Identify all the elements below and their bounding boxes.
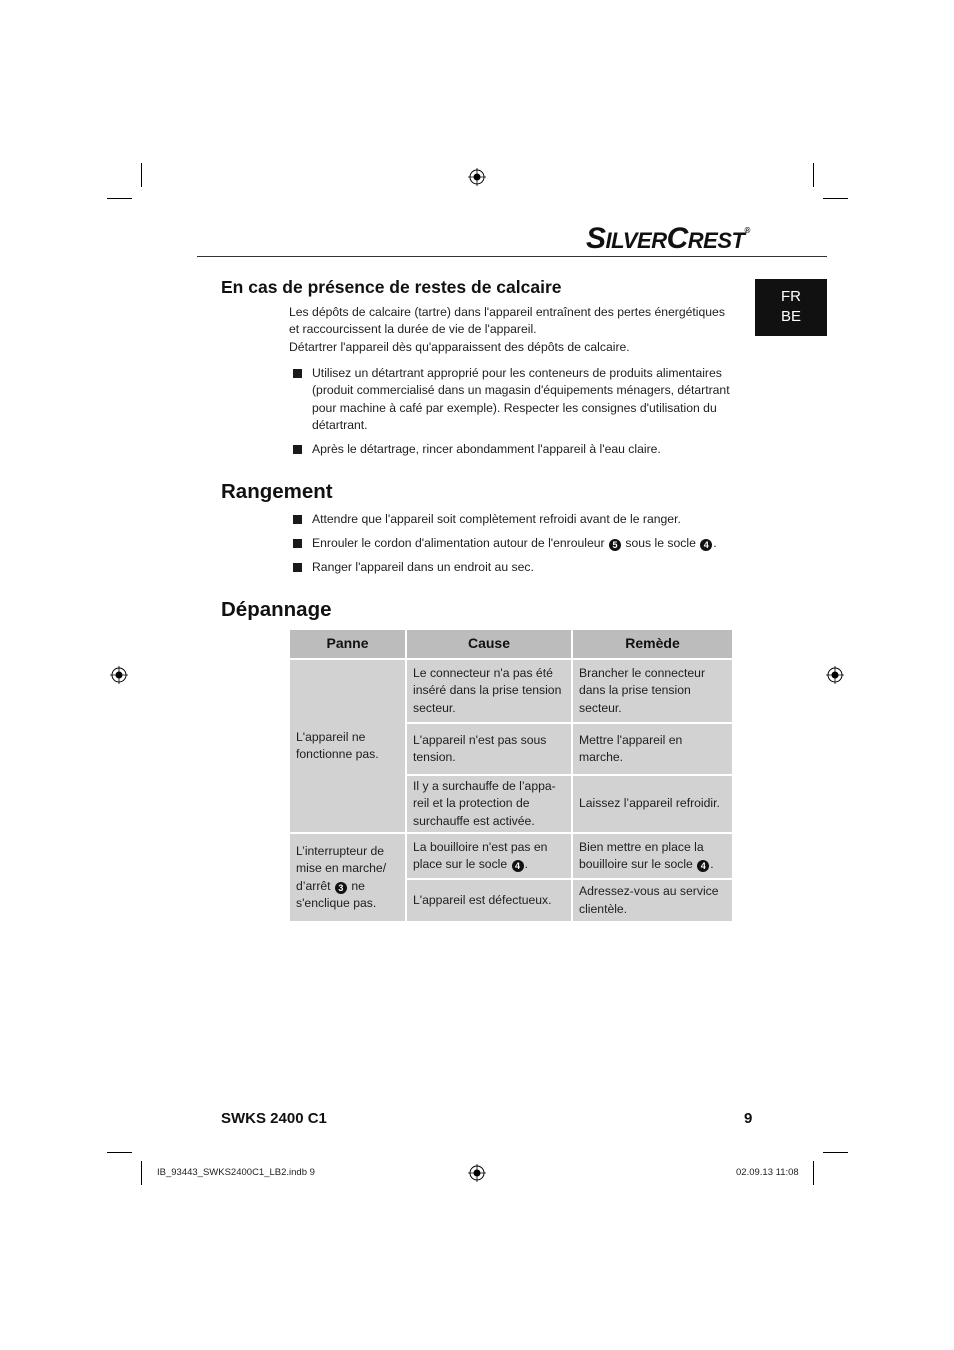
registration-mark-icon: [110, 666, 128, 684]
crop-mark: [141, 1161, 142, 1185]
list-item: Attendre que l'appareil soit complètement refroidi avant de le ranger.: [293, 511, 741, 529]
table-cell-panne: L'appareil ne fonctionne pas.: [290, 660, 405, 832]
section-title-depannage: Dépannage: [221, 598, 332, 621]
brand-logo: SILVERCREST®: [586, 222, 750, 255]
table-header-cause: Cause: [407, 630, 571, 658]
header-rule: [197, 256, 827, 257]
table-cell-cause: L'appareil n'est pas sous tension.: [407, 724, 571, 774]
troubleshooting-table: [290, 630, 732, 921]
page-number: 9: [744, 1110, 753, 1127]
slug-filename: IB_93443_SWKS2400C1_LB2.indb 9: [157, 1167, 315, 1178]
table-cell-remede: Adressez-vous au service clientèle.: [573, 880, 732, 921]
language-code-be: BE: [780, 308, 801, 325]
crop-mark: [813, 163, 814, 187]
table-cell-cause: Le connecteur n'a pas été inséré dans la prise tension secteur.: [407, 660, 571, 722]
crop-mark: [141, 163, 142, 187]
crop-mark: [813, 1161, 814, 1185]
list-item: Utilisez un détartrant approprié pour les conteneurs de produits alimentaires (produit commercialisé dans un magasin d'équipements ménagers, détartrant pour machine à café par exemple). Respecter les consignes d'utilisation du détartrant.: [293, 365, 741, 435]
bullet-square-icon: [293, 563, 302, 572]
bullet-square-icon: [293, 445, 302, 454]
section-title-calcaire: En cas de présence de restes de calcaire: [221, 277, 562, 297]
section-title-rangement: Rangement: [221, 480, 333, 503]
crop-mark: [107, 198, 132, 199]
bullet-square-icon: [293, 539, 302, 548]
table-cell-remede: Mettre l'appareil en marche.: [573, 724, 732, 774]
part-number-badge: 4: [697, 860, 709, 872]
part-number-badge: 3: [335, 882, 347, 894]
table-cell-remede: Bien mettre en place la bouilloire sur le socle 4 .: [573, 834, 732, 878]
part-number-badge: 4: [700, 539, 712, 551]
language-tab: [755, 279, 827, 336]
table-cell-panne: L’interrupteur de mise en marche/ d’arrêt 3 ne s'enclique pas.: [290, 834, 405, 921]
list-item: Ranger l'appareil dans un endroit au sec.: [293, 559, 741, 577]
bullet-square-icon: [293, 515, 302, 524]
part-number-badge: 4: [512, 860, 524, 872]
table-header-panne: Panne: [290, 630, 405, 658]
language-code-fr: FR: [781, 288, 801, 305]
table-header-remede: Remède: [573, 630, 732, 658]
part-number-badge: 5: [609, 539, 621, 551]
registration-mark-icon: [468, 1164, 486, 1182]
table-cell-cause: Il y a surchauffe de l’appa-reil et la protection de surchauffe est activée.: [407, 776, 571, 832]
table-cell-remede: Brancher le connecteur dans la prise tension secteur.: [573, 660, 732, 722]
registration-mark-icon: [468, 168, 486, 186]
table-cell-remede: Laissez l’appareil refroidir.: [573, 776, 732, 832]
paragraph: Les dépôts de calcaire (tartre) dans l'appareil entraînent des pertes énergétiques et raccourcissent la durée de vie de l'appareil. Détartrer l'appareil dès qu'apparaissent des dépôts de calcaire.: [289, 305, 725, 354]
registration-mark-icon: [826, 666, 844, 684]
list-item: Après le détartrage, rincer abondamment l'appareil à l'eau claire.: [293, 441, 741, 459]
list-item: Enrouler le cordon d'alimentation autour de l'enrouleur 5 sous le socle 4 .: [293, 535, 741, 553]
crop-mark: [107, 1152, 132, 1153]
model-number: SWKS 2400 C1: [221, 1110, 327, 1127]
bullet-square-icon: [293, 369, 302, 378]
table-cell-cause: La bouilloire n'est pas en place sur le socle 4 .: [407, 834, 571, 878]
slug-date: 02.09.13 11:08: [736, 1167, 799, 1178]
table-cell-cause: L'appareil est défectueux.: [407, 880, 571, 921]
crop-mark: [823, 1152, 848, 1153]
crop-mark: [823, 198, 848, 199]
